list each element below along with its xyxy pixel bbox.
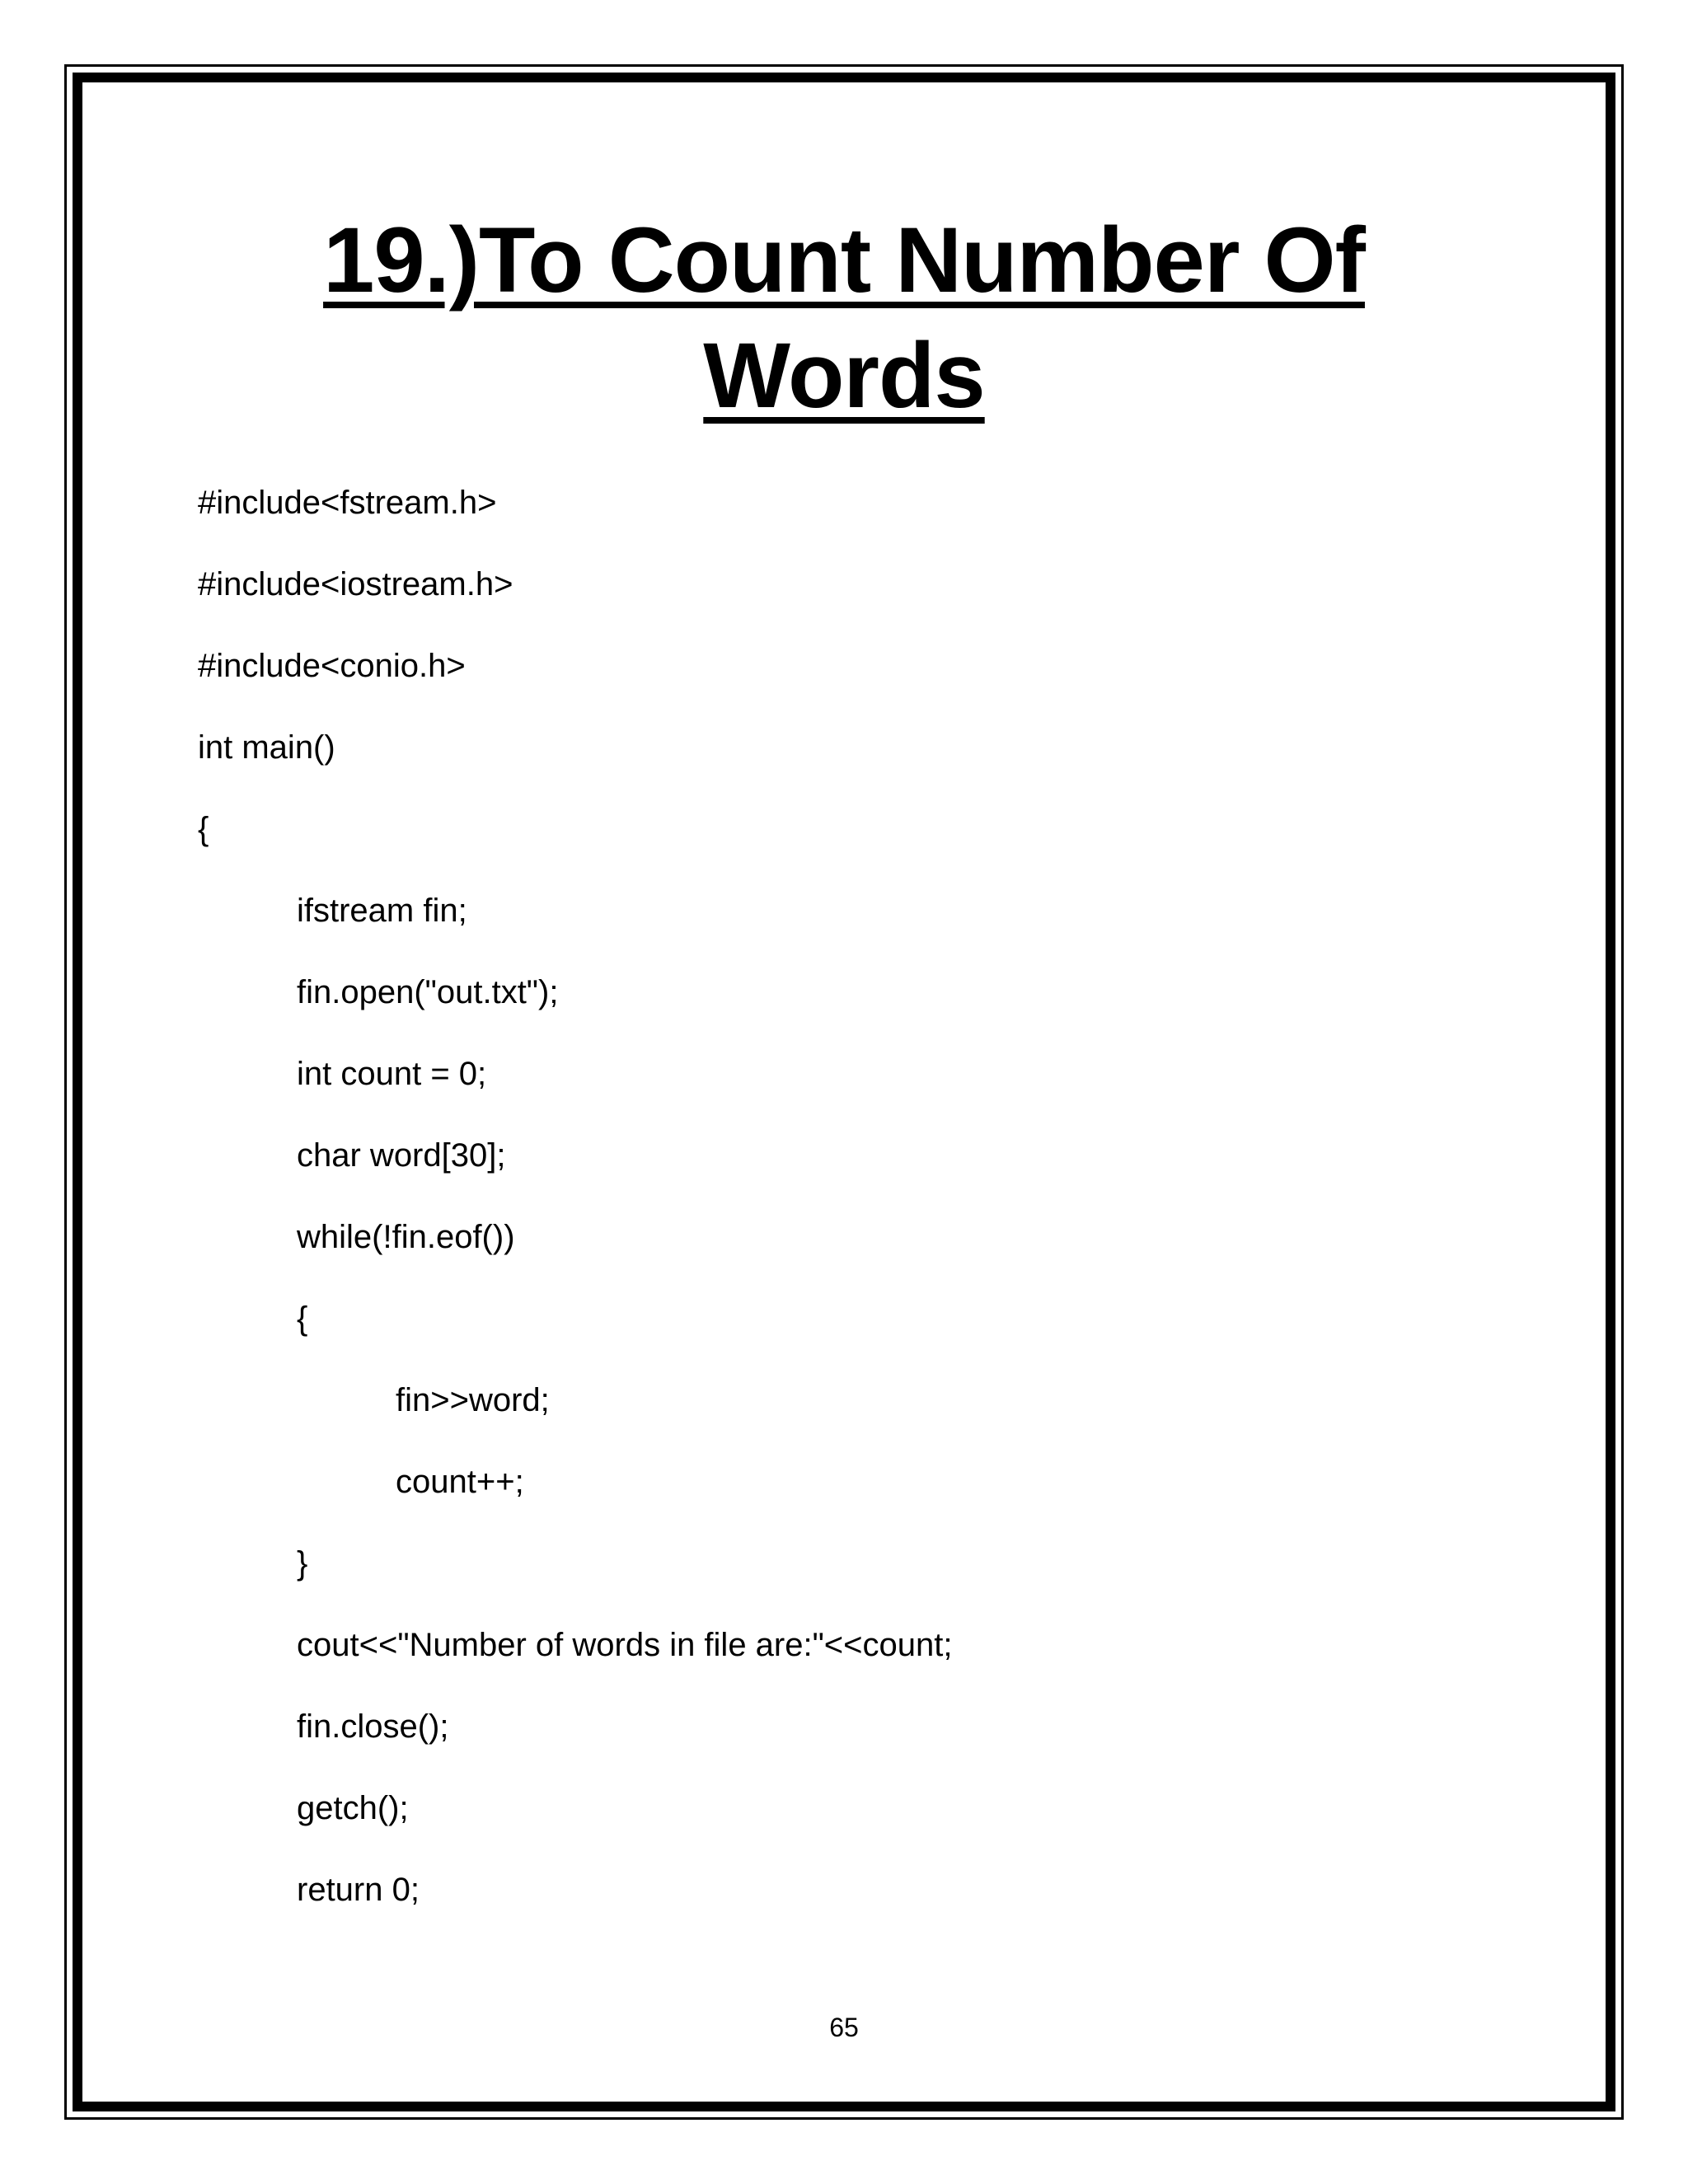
code-line-13: count++; — [396, 1464, 524, 1500]
code-line-18: return 0; — [297, 1872, 420, 1908]
code-line-6: ifstream fin; — [297, 893, 467, 929]
code-line-4: int main() — [198, 729, 335, 766]
code-line-17: getch(); — [297, 1790, 409, 1826]
code-line-12: fin>>word; — [396, 1382, 550, 1418]
code-line-11: { — [297, 1301, 308, 1337]
code-line-3: #include<conio.h> — [198, 648, 466, 684]
code-line-10: while(!fin.eof()) — [297, 1219, 515, 1255]
code-line-7: fin.open("out.txt"); — [297, 974, 559, 1010]
code-line-1: #include<fstream.h> — [198, 485, 497, 521]
code-line-2: #include<iostream.h> — [198, 566, 513, 602]
page-title-line-2: Words — [703, 324, 985, 427]
code-line-5: { — [198, 811, 209, 847]
page-title — [0, 203, 1688, 434]
code-line-8: int count = 0; — [297, 1056, 487, 1092]
code-line-15: cout<<"Number of words in file are:"<<count; — [297, 1627, 953, 1663]
page-title-line-1: 19.)To Count Number Of — [323, 209, 1365, 312]
code-line-9: char word[30]; — [297, 1137, 506, 1174]
code-line-14: } — [297, 1545, 308, 1582]
code-line-16: fin.close(); — [297, 1708, 449, 1745]
page-number: 65 — [829, 2013, 859, 2042]
